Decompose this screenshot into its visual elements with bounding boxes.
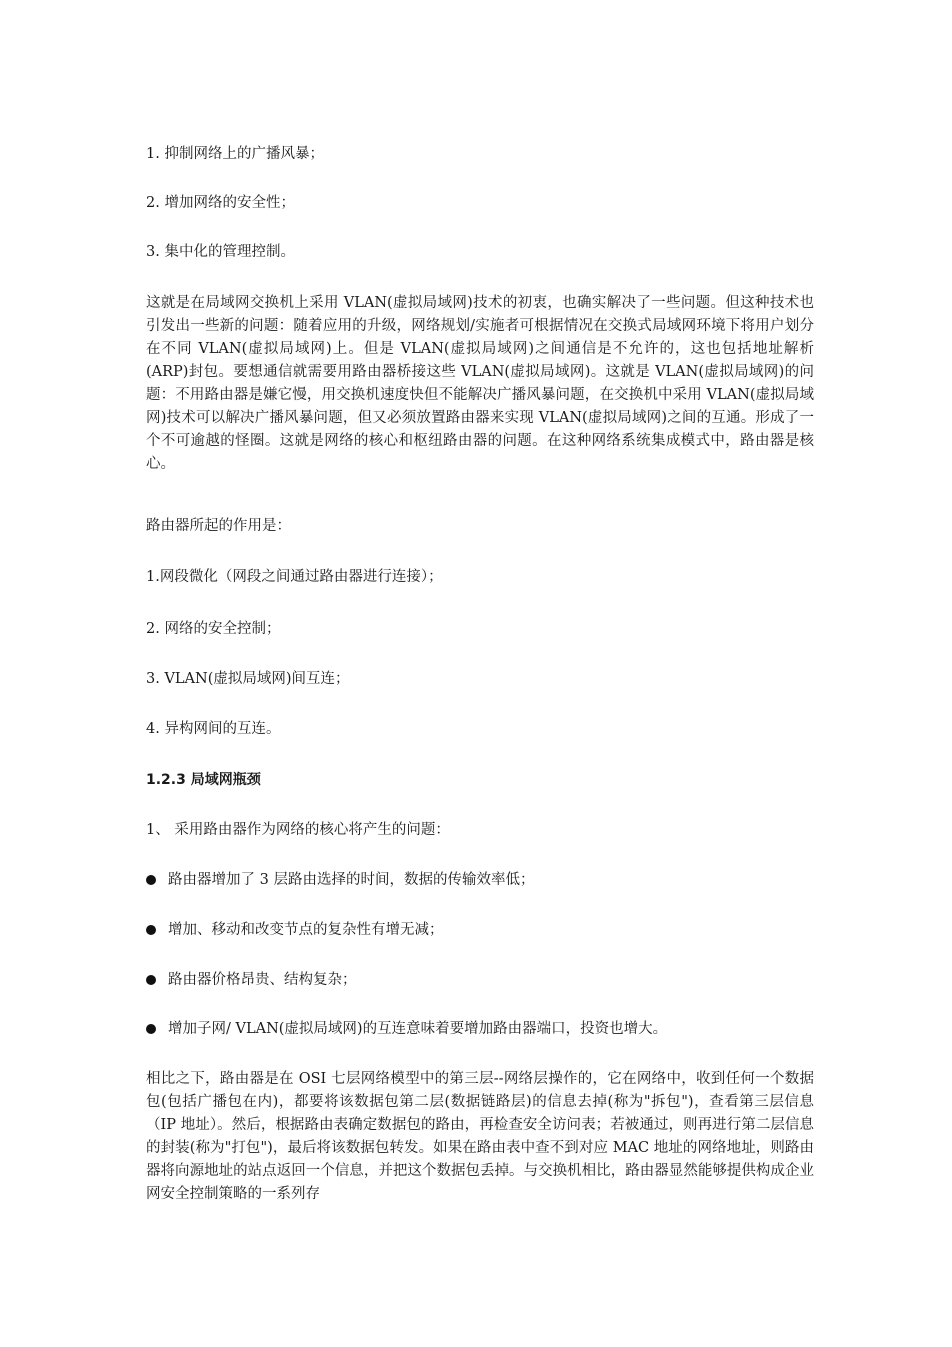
router-role-title: 路由器所起的作用是： (146, 518, 291, 534)
bullet-text: 路由器增加了 3 层路由选择的时间，数据的传输效率低； (168, 872, 535, 888)
section-heading: 1.2.3 局域网瓶颈 (146, 772, 261, 788)
bullet-text: 路由器价格昂贵、结构复杂； (168, 972, 357, 988)
paragraph-router-comparison: 相比之下，路由器是在 OSI 七层网络模型中的第三层--网络层操作的，它在网络中，收到任何一个数据包(包括广播包在内)，都要将该数据包第二层(数据链路层)的信息去掉(称为"拆包")，查看第三层信息（IP 地址）。然后，根据路由表确定数据包的路由，再检查安全访问表；若被通过，则再进行第二层信息的封装(称为"打包")，最后将该数据包转发。如果在路由表中查不到对应 MAC 地址的网络地址，则路由器将向源地址的站点返回一个信息，并把这个数据包丢掉。与交换机相比，路由器显然能够提供构成企业网安全控制策略的一系列存 (146, 1071, 814, 1202)
bullet-item (146, 871, 816, 890)
bullet-item (146, 1020, 816, 1039)
list-item: 1. 抑制网络上的广播风暴； (146, 146, 324, 162)
paragraph-vlan-problem: 这就是在局域网交换机上采用 VLAN(虚拟局域网)技术的初衷，也确实解决了一些问题。但这种技术也引发出一些新的问题：随着应用的升级，网络规划/实施者可根据情况在交换式局域网环境下将用户划分在不同 VLAN(虚拟局域网)上。但是 VLAN(虚拟局域网)之间通信是不允许的，这也包括地址解析(ARP)封包。要想通信就需要用路由器桥接这些 VLAN(虚拟局域网)。这就是 VLAN(虚拟局域网)的问题：不用路由器是嫌它慢，用交换机速度快但不能解决广播风暴问题，在交换机中采用 VLAN(虚拟局域网)技术可以解决广播风暴问题，但又必须放置路由器来实现 VLAN(虚拟局域网)之间的互通。形成了一个不可逾越的怪圈。这就是网络的核心和枢纽路由器的问题。在这种网络系统集成模式中，路由器是核心。 (146, 295, 814, 472)
bullet-icon (146, 1024, 156, 1034)
bullet-icon (146, 975, 156, 985)
bullet-icon (146, 925, 156, 935)
list-item: 3. VLAN(虚拟局域网)间互连； (146, 671, 350, 687)
problem-title: 1、 采用路由器作为网络的核心将产生的问题： (146, 822, 450, 838)
list-item: 3. 集中化的管理控制。 (146, 244, 295, 260)
list-item: 4. 异构网间的互连。 (146, 721, 281, 737)
bullet-item (146, 921, 816, 940)
list-item: 1.网段微化（网段之间通过路由器进行连接）； (146, 569, 443, 585)
list-item: 2. 增加网络的安全性； (146, 195, 295, 211)
list-item: 2. 网络的安全控制； (146, 621, 281, 637)
bullet-icon (146, 875, 156, 885)
bullet-item (146, 971, 816, 990)
bullet-text: 增加子网/ VLAN(虚拟局域网)的互连意味着要增加路由器端口，投资也增大。 (168, 1021, 668, 1037)
bullet-text: 增加、移动和改变节点的复杂性有增无减； (168, 922, 444, 938)
